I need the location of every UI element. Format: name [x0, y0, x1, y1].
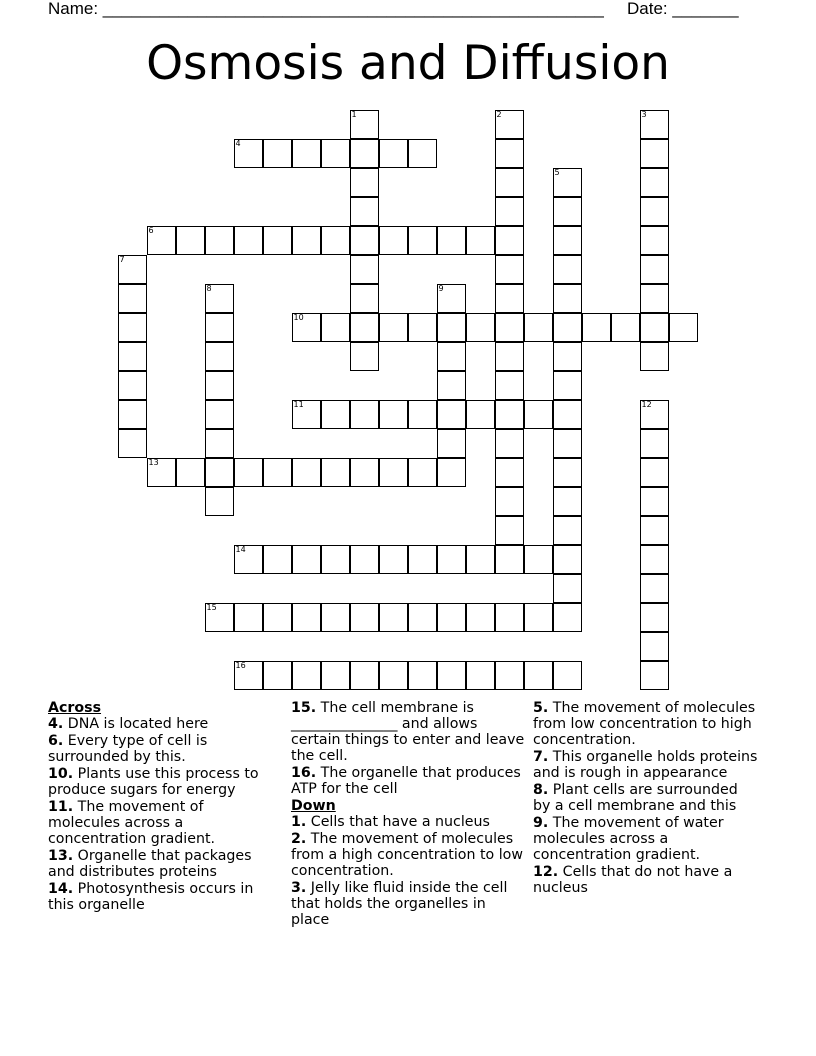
grid-cell[interactable]: [640, 661, 669, 690]
grid-cell[interactable]: [147, 226, 176, 255]
grid-cell[interactable]: [292, 661, 321, 690]
grid-cell[interactable]: [379, 603, 408, 632]
grid-cell[interactable]: [640, 197, 669, 226]
grid-cell[interactable]: [321, 400, 350, 429]
cell-number: 4: [235, 138, 241, 148]
grid-cell[interactable]: [640, 458, 669, 487]
clues-column-1: [48, 700, 273, 914]
grid-cell[interactable]: [524, 603, 553, 632]
grid-cell[interactable]: [437, 458, 466, 487]
clue-item: [291, 765, 526, 797]
clue-number: 5.: [533, 700, 549, 716]
grid-cell[interactable]: [640, 603, 669, 632]
cell-number: 5: [554, 167, 560, 177]
grid-cell[interactable]: [495, 371, 524, 400]
down-clue-list: [291, 814, 526, 928]
grid-cell[interactable]: [466, 603, 495, 632]
clue-number: 12.: [533, 864, 559, 880]
grid-cell[interactable]: [292, 545, 321, 574]
grid-cell[interactable]: [205, 226, 234, 255]
clues-column-3: [533, 700, 758, 897]
clue-text: The organelle that produces ATP for the cell: [291, 765, 521, 797]
grid-cell[interactable]: [118, 313, 147, 342]
clue-number: 11.: [48, 799, 74, 815]
clue-item: [48, 881, 273, 913]
grid-cell[interactable]: [640, 574, 669, 603]
clue-number: 13.: [48, 848, 74, 864]
page-title: Osmosis and Diffusion: [146, 36, 670, 91]
clue-text: The cell membrane is _______________ and allows certain things to enter and leave the cell.: [291, 700, 525, 764]
cell-number: 11: [293, 399, 304, 409]
name-blank[interactable]: _____________________________________________________: [102, 0, 604, 18]
grid-cell[interactable]: [350, 197, 379, 226]
clue-number: 8.: [533, 782, 549, 798]
clue-item: [291, 880, 526, 928]
clue-text: Cells that have a nucleus: [310, 814, 490, 830]
cell-number: 9: [438, 283, 444, 293]
clue-number: 7.: [533, 749, 549, 765]
cell-number: 1: [351, 109, 357, 119]
clue-item: [533, 749, 758, 781]
cell-number: 3: [641, 109, 647, 119]
grid-cell[interactable]: [379, 313, 408, 342]
grid-cell[interactable]: [466, 545, 495, 574]
grid-cell[interactable]: [640, 516, 669, 545]
grid-cell[interactable]: [495, 226, 524, 255]
grid-cell[interactable]: [553, 168, 582, 197]
grid-cell[interactable]: [350, 342, 379, 371]
grid-cell[interactable]: [437, 226, 466, 255]
clue-item: [533, 700, 758, 748]
clue-number: 16.: [291, 765, 317, 781]
grid-cell[interactable]: [408, 458, 437, 487]
clue-item: [533, 864, 758, 896]
grid-cell[interactable]: [205, 371, 234, 400]
grid-cell[interactable]: [524, 400, 553, 429]
grid-cell[interactable]: [350, 110, 379, 139]
clue-item: [48, 766, 273, 798]
grid-cell[interactable]: [379, 139, 408, 168]
clue-item: [48, 716, 273, 732]
clue-number: 2.: [291, 831, 307, 847]
cell-number: 6: [148, 225, 154, 235]
grid-cell[interactable]: [176, 458, 205, 487]
clue-text: Every type of cell is surrounded by this.: [48, 733, 208, 765]
grid-cell[interactable]: [321, 545, 350, 574]
grid-cell[interactable]: [553, 400, 582, 429]
grid-cell[interactable]: [553, 342, 582, 371]
down-clue-list-continued: [533, 700, 758, 896]
grid-cell[interactable]: [321, 603, 350, 632]
grid-cell[interactable]: [495, 603, 524, 632]
grid-cell[interactable]: [350, 255, 379, 284]
grid-cell[interactable]: [437, 371, 466, 400]
grid-cell[interactable]: [553, 516, 582, 545]
grid-cell[interactable]: [553, 487, 582, 516]
clue-number: 15.: [291, 700, 317, 716]
grid-cell[interactable]: [263, 226, 292, 255]
clue-item: [48, 799, 273, 847]
grid-cell[interactable]: [234, 545, 263, 574]
grid-cell[interactable]: [524, 661, 553, 690]
grid-cell[interactable]: [408, 226, 437, 255]
grid-cell[interactable]: [408, 313, 437, 342]
clue-item: [291, 831, 526, 879]
across-clue-list-continued: [291, 700, 526, 797]
grid-cell[interactable]: [176, 226, 205, 255]
grid-cell[interactable]: [118, 371, 147, 400]
grid-cell[interactable]: [118, 342, 147, 371]
grid-cell[interactable]: [350, 603, 379, 632]
clue-text: The movement of water molecules across a concentration gradient.: [533, 815, 724, 863]
grid-cell[interactable]: [234, 139, 263, 168]
clue-number: 9.: [533, 815, 549, 831]
grid-cell[interactable]: [437, 342, 466, 371]
grid-cell[interactable]: [350, 545, 379, 574]
grid-cell[interactable]: [495, 400, 524, 429]
clue-item: [291, 700, 526, 764]
grid-cell[interactable]: [437, 313, 466, 342]
across-heading: Across: [48, 700, 102, 716]
grid-cell[interactable]: [495, 313, 524, 342]
grid-cell[interactable]: [524, 545, 553, 574]
grid-cell[interactable]: [582, 313, 611, 342]
date-label: Date:: [627, 0, 673, 18]
clue-number: 10.: [48, 766, 74, 782]
grid-cell[interactable]: [321, 661, 350, 690]
grid-cell[interactable]: [640, 429, 669, 458]
cell-number: 2: [496, 109, 502, 119]
clue-text: Plant cells are surrounded by a cell membrane and this: [533, 782, 738, 814]
grid-cell[interactable]: [553, 371, 582, 400]
grid-cell[interactable]: [379, 458, 408, 487]
cell-number: 12: [641, 399, 652, 409]
cell-number: 10: [293, 312, 304, 322]
grid-cell[interactable]: [437, 284, 466, 313]
grid-cell[interactable]: [350, 661, 379, 690]
grid-cell[interactable]: [205, 284, 234, 313]
clue-text: The movement of molecules across a concentration gradient.: [48, 799, 216, 847]
grid-cell[interactable]: [234, 226, 263, 255]
grid-cell[interactable]: [495, 661, 524, 690]
grid-cell[interactable]: [524, 313, 553, 342]
grid-cell[interactable]: [292, 458, 321, 487]
grid-cell[interactable]: [495, 429, 524, 458]
clue-text: Cells that do not have a nucleus: [533, 864, 733, 896]
grid-cell[interactable]: [118, 255, 147, 284]
grid-cell[interactable]: [495, 487, 524, 516]
clue-number: 14.: [48, 881, 74, 897]
grid-cell[interactable]: [205, 342, 234, 371]
grid-cell[interactable]: [640, 487, 669, 516]
grid-cell[interactable]: [553, 197, 582, 226]
grid-cell[interactable]: [263, 545, 292, 574]
grid-cell[interactable]: [640, 226, 669, 255]
grid-cell[interactable]: [640, 342, 669, 371]
grid-cell[interactable]: [466, 400, 495, 429]
grid-cell[interactable]: [263, 139, 292, 168]
clue-text: DNA is located here: [67, 716, 209, 732]
grid-cell[interactable]: [292, 603, 321, 632]
grid-cell[interactable]: [437, 545, 466, 574]
grid-cell[interactable]: [640, 313, 669, 342]
cell-number: 15: [206, 602, 217, 612]
grid-cell[interactable]: [495, 545, 524, 574]
grid-cell[interactable]: [234, 661, 263, 690]
grid-cell[interactable]: [350, 400, 379, 429]
grid-cell[interactable]: [408, 400, 437, 429]
across-clue-list: [48, 716, 273, 913]
grid-cell[interactable]: [379, 545, 408, 574]
grid-cell[interactable]: [292, 400, 321, 429]
grid-cell[interactable]: [147, 458, 176, 487]
grid-cell[interactable]: [408, 661, 437, 690]
grid-cell[interactable]: [495, 110, 524, 139]
grid-cell[interactable]: [466, 661, 495, 690]
cell-number: 14: [235, 544, 246, 554]
grid-cell[interactable]: [263, 661, 292, 690]
grid-cell[interactable]: [350, 168, 379, 197]
grid-cell[interactable]: [118, 400, 147, 429]
clue-number: 3.: [291, 880, 307, 896]
grid-cell[interactable]: [640, 632, 669, 661]
grid-cell[interactable]: [437, 429, 466, 458]
cell-number: 16: [235, 660, 246, 670]
grid-cell[interactable]: [205, 313, 234, 342]
grid-cell[interactable]: [437, 603, 466, 632]
grid-cell[interactable]: [408, 545, 437, 574]
clue-item: [533, 782, 758, 814]
grid-cell[interactable]: [118, 429, 147, 458]
clue-text: Photosynthesis occurs in this organelle: [48, 881, 254, 913]
grid-cell[interactable]: [553, 255, 582, 284]
grid-cell[interactable]: [640, 400, 669, 429]
clue-text: This organelle holds proteins and is rough in appearance: [533, 749, 758, 781]
clue-number: 6.: [48, 733, 64, 749]
grid-cell[interactable]: [640, 110, 669, 139]
grid-cell[interactable]: [640, 284, 669, 313]
down-heading: Down: [291, 798, 336, 814]
grid-cell[interactable]: [350, 458, 379, 487]
grid-cell[interactable]: [263, 458, 292, 487]
clue-text: Plants use this process to produce sugars for energy: [48, 766, 259, 798]
grid-cell[interactable]: [495, 168, 524, 197]
grid-cell[interactable]: [205, 458, 234, 487]
grid-cell[interactable]: [437, 400, 466, 429]
clue-text: Organelle that packages and distributes proteins: [48, 848, 252, 880]
grid-cell[interactable]: [321, 226, 350, 255]
grid-cell[interactable]: [437, 661, 466, 690]
clues-column-2: [291, 700, 526, 929]
grid-cell[interactable]: [350, 284, 379, 313]
grid-cell[interactable]: [640, 168, 669, 197]
grid-cell[interactable]: [553, 458, 582, 487]
grid-cell[interactable]: [205, 400, 234, 429]
cell-number: 7: [119, 254, 125, 264]
grid-cell[interactable]: [495, 284, 524, 313]
grid-cell[interactable]: [669, 313, 698, 342]
grid-cell[interactable]: [350, 313, 379, 342]
grid-cell[interactable]: [495, 342, 524, 371]
grid-cell[interactable]: [205, 487, 234, 516]
grid-cell[interactable]: [379, 226, 408, 255]
grid-cell[interactable]: [350, 226, 379, 255]
grid-cell[interactable]: [611, 313, 640, 342]
grid-cell[interactable]: [495, 255, 524, 284]
grid-cell[interactable]: [118, 284, 147, 313]
grid-cell[interactable]: [466, 226, 495, 255]
clue-item: [48, 733, 273, 765]
grid-cell[interactable]: [495, 458, 524, 487]
grid-cell[interactable]: [553, 226, 582, 255]
grid-cell[interactable]: [553, 284, 582, 313]
grid-cell[interactable]: [553, 545, 582, 574]
grid-cell[interactable]: [640, 545, 669, 574]
clue-item: [48, 848, 273, 880]
grid-cell[interactable]: [205, 603, 234, 632]
grid-cell[interactable]: [234, 458, 263, 487]
clue-text: The movement of molecules from a high concentration to low concentration.: [291, 831, 523, 879]
grid-cell[interactable]: [466, 313, 495, 342]
grid-cell[interactable]: [495, 139, 524, 168]
cell-number: 8: [206, 283, 212, 293]
clue-number: 4.: [48, 716, 64, 732]
grid-cell[interactable]: [553, 574, 582, 603]
grid-cell[interactable]: [321, 313, 350, 342]
grid-cell[interactable]: [234, 603, 263, 632]
grid-cell[interactable]: [292, 226, 321, 255]
grid-cell[interactable]: [495, 197, 524, 226]
clue-text: The movement of molecules from low concentration to high concentration.: [533, 700, 756, 748]
grid-cell[interactable]: [379, 400, 408, 429]
grid-cell[interactable]: [553, 603, 582, 632]
clue-number: 1.: [291, 814, 307, 830]
grid-cell[interactable]: [321, 139, 350, 168]
cell-number: 13: [148, 457, 159, 467]
grid-cell[interactable]: [263, 603, 292, 632]
grid-cell[interactable]: [205, 429, 234, 458]
name-label: Name:: [48, 0, 103, 18]
grid-cell[interactable]: [292, 313, 321, 342]
clue-text: Jelly like fluid inside the cell that holds the organelles in place: [291, 880, 508, 928]
grid-cell[interactable]: [640, 139, 669, 168]
grid-cell[interactable]: [495, 516, 524, 545]
clue-item: [533, 815, 758, 863]
grid-cell[interactable]: [553, 313, 582, 342]
grid-cell[interactable]: [408, 139, 437, 168]
grid-cell[interactable]: [553, 429, 582, 458]
grid-cell[interactable]: [321, 458, 350, 487]
grid-cell[interactable]: [350, 139, 379, 168]
grid-cell[interactable]: [553, 661, 582, 690]
grid-cell[interactable]: [292, 139, 321, 168]
clue-item: [291, 814, 526, 830]
grid-cell[interactable]: [408, 603, 437, 632]
grid-cell[interactable]: [379, 661, 408, 690]
grid-cell[interactable]: [640, 255, 669, 284]
date-blank[interactable]: _______: [672, 0, 739, 18]
